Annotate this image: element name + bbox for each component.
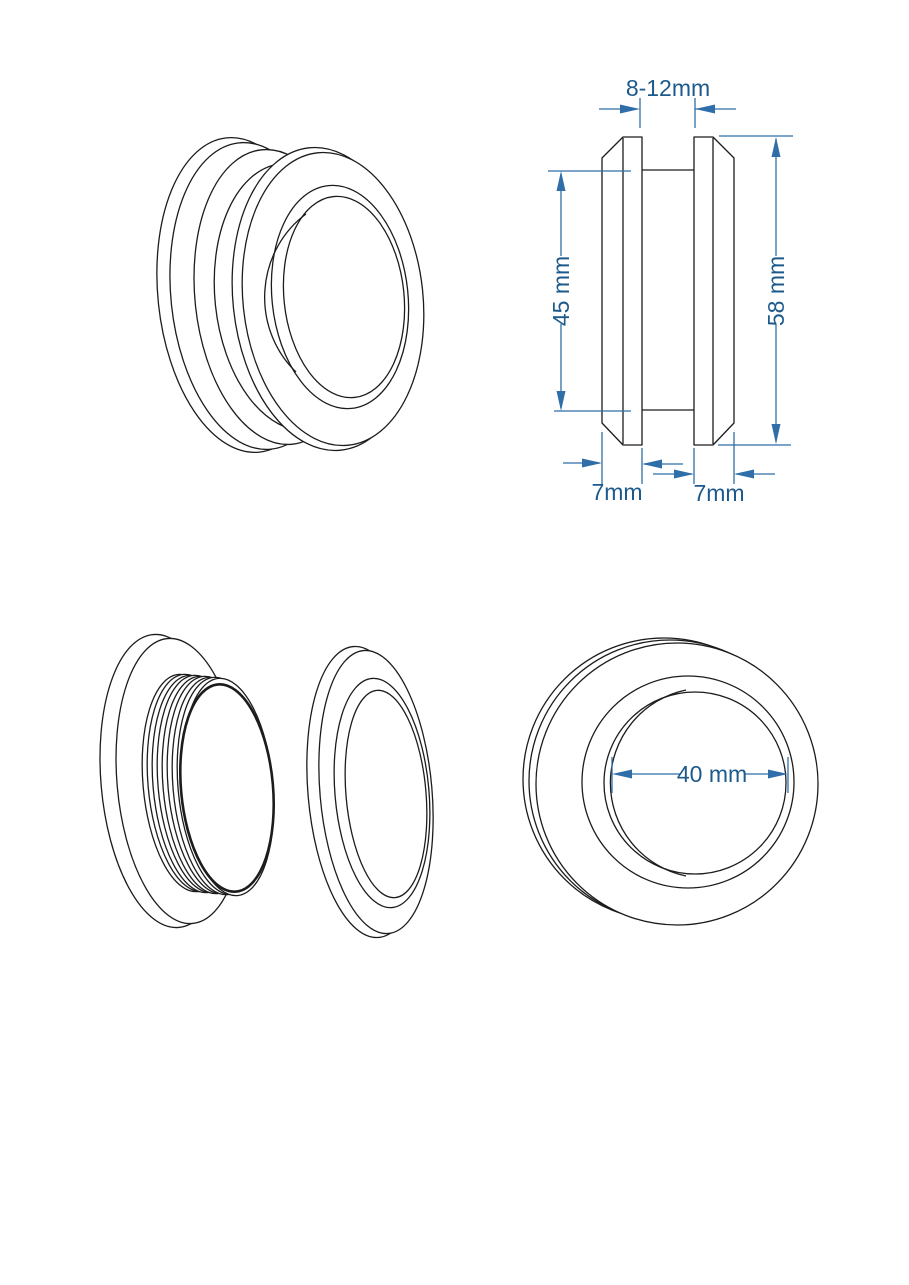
threaded-insert-part xyxy=(88,629,282,933)
body-diameter-label: 45 mm xyxy=(548,255,574,327)
outer-diameter-label: 58 mm xyxy=(763,255,789,327)
arrowhead-up-icon xyxy=(772,137,781,157)
section-view xyxy=(548,75,793,506)
dim-outer-diameter xyxy=(718,136,793,445)
arrowhead-up-icon xyxy=(557,171,566,191)
arrowhead-left-icon xyxy=(734,470,754,479)
left-flange-profile xyxy=(602,137,642,445)
right-flange-width-label: 7mm xyxy=(693,480,745,506)
hole-diameter-label: 40 mm xyxy=(676,761,748,787)
arrowhead-right-icon xyxy=(674,470,694,479)
perspective-view xyxy=(142,129,438,461)
trim-ring-part xyxy=(295,642,444,943)
arrowhead-left-icon xyxy=(642,460,662,469)
left-flange-width-label: 7mm xyxy=(591,479,643,505)
exploded-view xyxy=(88,629,444,943)
arrowhead-down-icon xyxy=(557,391,566,411)
dim-body-diameter xyxy=(548,171,631,411)
arrowhead-right-icon xyxy=(582,459,602,468)
dim-glass-thickness xyxy=(599,75,736,128)
assembled-front-view xyxy=(523,638,818,925)
arrowhead-down-icon xyxy=(772,424,781,444)
glass-thickness-label: 8-12mm xyxy=(625,75,711,101)
right-flange-profile xyxy=(694,137,734,445)
arrowhead-left-icon xyxy=(695,105,715,114)
arrowhead-right-icon xyxy=(620,105,640,114)
